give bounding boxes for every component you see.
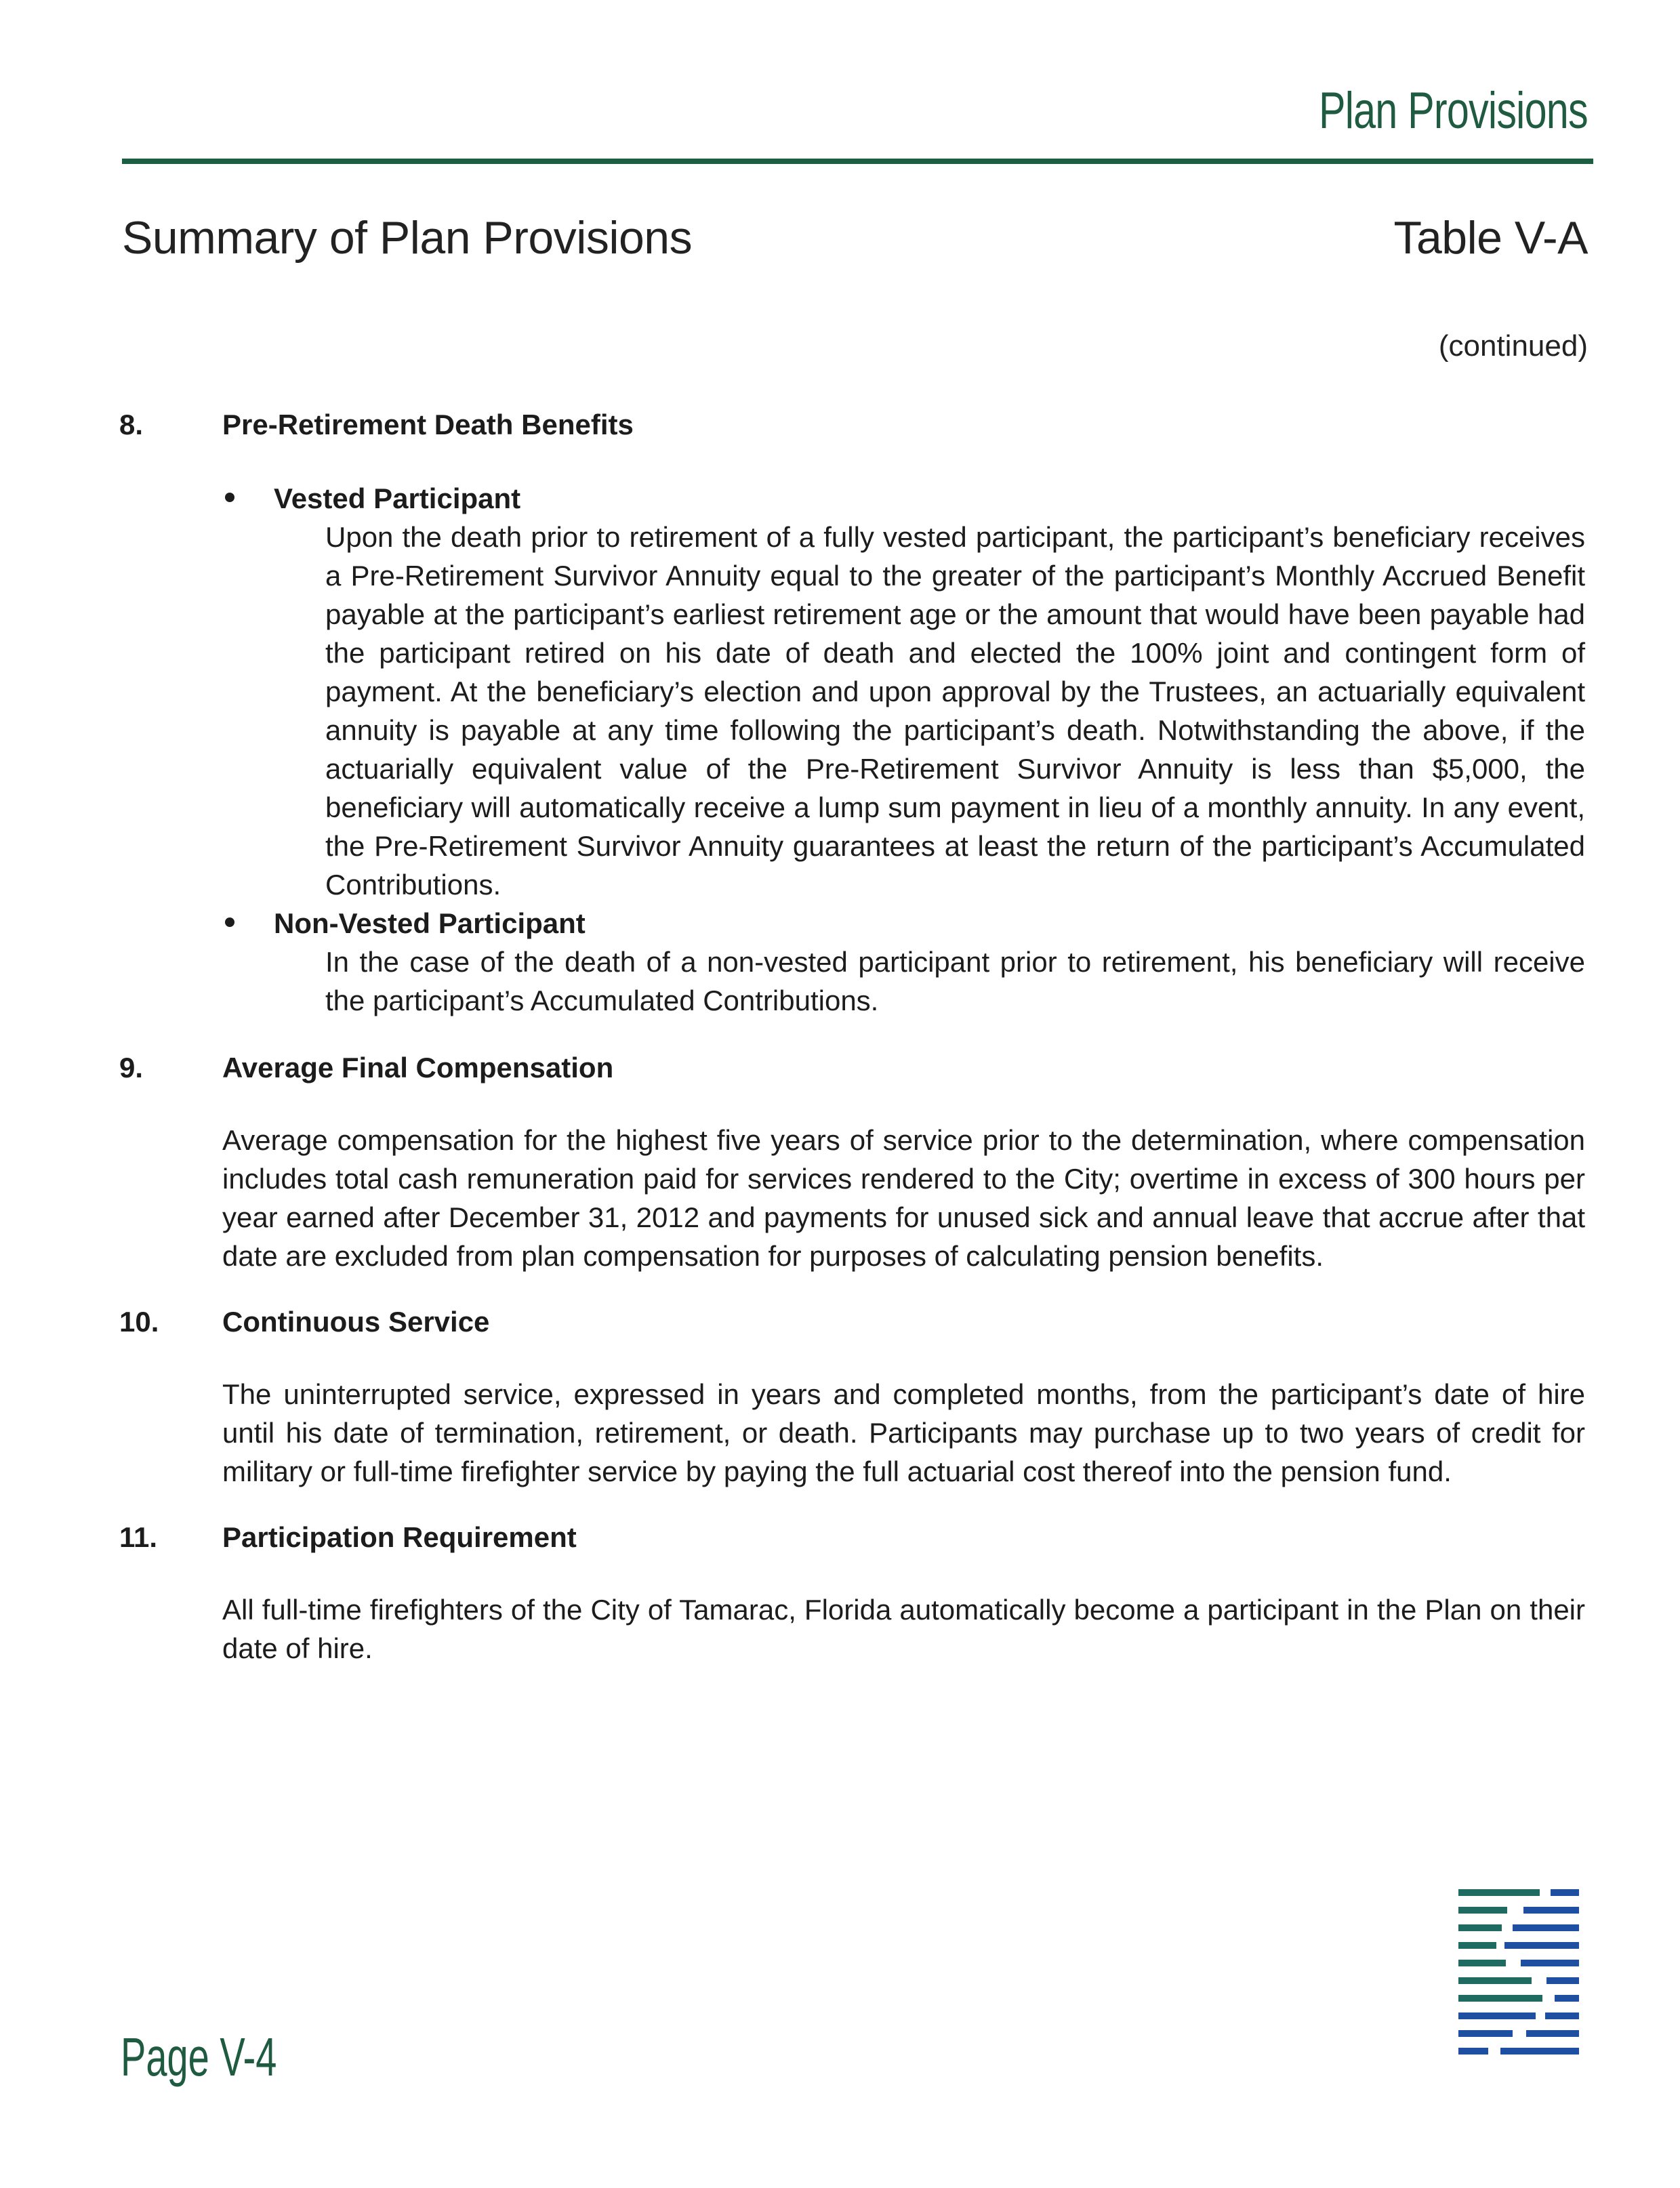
section-body: The uninterrupted service, expressed in years and completed months, from the participant’s date of hire until his date of termination, retirement, or death. Participants may purchase up to two years of credit for military or full-time firefighter service by paying the full actuarial cost thereof into the pension fund. (222, 1378, 1585, 1487)
section-number: 9. (119, 1052, 144, 1083)
section-number: 8. (119, 409, 144, 440)
bullet-body: In the case of the death of a non-vested participant prior to retirement, his beneficiary will receive the participant’s Accumulated Contributions. (325, 946, 1585, 1016)
page-number: Page V-4 (121, 2027, 277, 2087)
section-name: Plan Provisions (1319, 82, 1588, 140)
bullet-item-non-vested (222, 904, 1585, 1020)
bullet-item-vested (222, 479, 1585, 904)
continued-label: (continued) (1438, 329, 1588, 363)
provisions-list (119, 405, 1585, 1695)
bullet-dot-icon (225, 917, 234, 927)
section-title: Average Final Compensation (222, 1052, 614, 1083)
section-9 (119, 1048, 1585, 1275)
section-number: 11. (119, 1521, 158, 1553)
bullet-title: Non-Vested Participant (274, 907, 586, 939)
section-8 (119, 405, 1585, 1020)
section-title: Participation Requirement (222, 1521, 577, 1553)
bullet-list (222, 479, 1585, 1020)
section-body: Average compensation for the highest five years of service prior to the determination, where compensation includes total cash remuneration paid for services rendered to the City; overtime in excess of 300 hours per year earned after December 31, 2012 and payments for unused sick and annual leave that accrue after that date are excluded from plan compensation for purposes of calculating pension benefits. (222, 1124, 1585, 1272)
table-label: Table V-A (1393, 212, 1588, 264)
section-10 (119, 1302, 1585, 1491)
section-body: All full-time firefighters of the City of Tamarac, Florida automatically become a participant in the Plan on their date of hire. (222, 1594, 1585, 1664)
header-rule (122, 159, 1593, 164)
section-title: Continuous Service (222, 1306, 490, 1338)
bullet-body: Upon the death prior to retirement of a fully vested participant, the participant’s beneficiary receives a Pre-Retirement Survivor Annuity equal to the greater of the participant’s Monthly Accrued Benefit payable at the participant’s earliest retirement age or the amount that would have been payable had the participant retired on his date of death and elected the 100% joint and contingent form of payment. At the beneficiary’s election and upon approval by the Trustees, an actuarially equivalent annuity is payable at any time following the participant’s death. Notwithstanding the above, if the actuarially equivalent value of the Pre-Retirement Survivor Annuity is less than $5,000, the beneficiary will automatically receive a lump sum payment in lieu of a monthly annuity. In any event, the Pre-Retirement Survivor Annuity guarantees at least the return of the participant’s Accumulated Contributions. (325, 521, 1585, 901)
logo-stripes (1458, 1889, 1579, 2055)
page-title: Summary of Plan Provisions (122, 212, 693, 264)
section-title: Pre-Retirement Death Benefits (222, 409, 634, 440)
bullet-title: Vested Participant (274, 482, 521, 514)
stripe-s-logo-icon (1456, 1886, 1582, 2063)
section-number: 10. (119, 1306, 159, 1338)
bullet-dot-icon (225, 493, 234, 502)
section-11 (119, 1518, 1585, 1668)
